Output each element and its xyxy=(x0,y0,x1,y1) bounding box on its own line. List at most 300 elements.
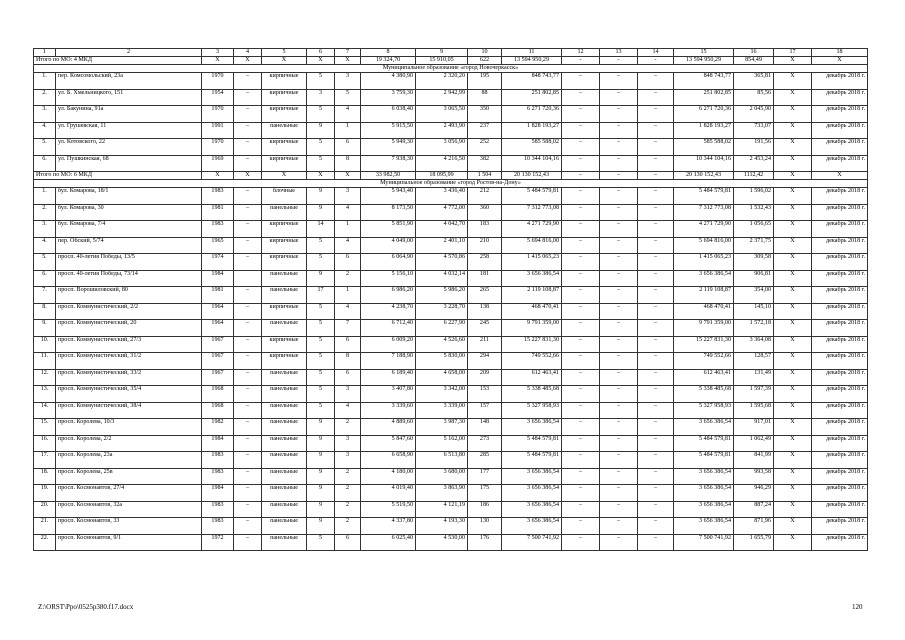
table-cell: – xyxy=(600,237,638,254)
table-cell: 285 xyxy=(468,452,502,469)
table-cell: просп. 40-летия Победы, 13/5 xyxy=(56,254,202,271)
table-cell: 5 484 579,81 xyxy=(502,452,562,469)
table-cell: 1. xyxy=(34,73,56,90)
table-cell: 7 312 773,08 xyxy=(674,204,734,221)
table-cell: – xyxy=(562,402,600,419)
table-cell: просп. Космонавтов, 33 xyxy=(56,518,202,535)
table-cell: 15 227 831,30 xyxy=(674,336,734,353)
table-cell: 1967 xyxy=(202,336,234,353)
table-cell: просп. Коммунистический, 20 xyxy=(56,320,202,337)
table-cell: – xyxy=(638,386,674,403)
table-cell: – xyxy=(638,73,674,90)
table-cell: 1 596,02 xyxy=(734,188,774,205)
table-cell: 8 173,50 xyxy=(361,204,416,221)
table-cell: кирпичные xyxy=(262,303,307,320)
summary-cell: Х xyxy=(774,57,812,65)
table-cell: 273 xyxy=(468,435,502,452)
table-cell: – xyxy=(562,386,600,403)
table-cell: – xyxy=(638,254,674,271)
table-cell: кирпичные xyxy=(262,139,307,156)
table-cell: 5 xyxy=(307,353,335,370)
table-cell: – xyxy=(600,402,638,419)
table-row xyxy=(34,534,868,551)
table-row xyxy=(34,386,868,403)
table-cell: 3 656 386,54 xyxy=(502,270,562,287)
table-cell: кирпичные xyxy=(262,353,307,370)
table-cell: Х xyxy=(774,287,812,304)
table-row xyxy=(34,468,868,485)
table-cell: 16. xyxy=(34,435,56,452)
table-cell: 1983 xyxy=(202,452,234,469)
table-cell: 8. xyxy=(34,303,56,320)
table-cell: Х xyxy=(774,369,812,386)
table-cell: – xyxy=(638,287,674,304)
table-cell: – xyxy=(562,485,600,502)
table-cell: – xyxy=(600,419,638,436)
table-row xyxy=(34,287,868,304)
table-cell: 871,96 xyxy=(734,518,774,535)
table-cell: 1982 xyxy=(202,419,234,436)
table-cell: ул. Грушевская, 11 xyxy=(56,122,202,139)
table-cell: – xyxy=(234,485,262,502)
table-cell: 612 463,41 xyxy=(502,369,562,386)
table-cell: 6 xyxy=(335,254,361,271)
table-cell: 5 694 816,00 xyxy=(674,237,734,254)
table-cell: 5 xyxy=(307,336,335,353)
table-cell: 9 xyxy=(307,452,335,469)
table-cell: – xyxy=(600,254,638,271)
table-cell: 9 791 359,00 xyxy=(502,320,562,337)
table-cell: Х xyxy=(774,386,812,403)
table-cell: 3 407,80 xyxy=(361,386,416,403)
table-cell: 3 656 386,54 xyxy=(674,485,734,502)
table-cell: просп. Коммунистический, 35/4 xyxy=(56,386,202,403)
table-cell: 7 938,30 xyxy=(361,155,416,172)
table-cell: – xyxy=(600,369,638,386)
table-cell: 148 xyxy=(468,419,502,436)
table-cell: Х xyxy=(774,419,812,436)
table-cell: – xyxy=(234,106,262,123)
table-cell: – xyxy=(562,122,600,139)
table-cell: 22. xyxy=(34,534,56,551)
table-cell: декабрь 2018 г. xyxy=(812,73,868,90)
table-cell: панельные xyxy=(262,270,307,287)
register-table xyxy=(33,48,868,551)
table-cell: ул. Котовского, 22 xyxy=(56,139,202,156)
summary-cell: Х xyxy=(202,172,234,180)
table-cell: 848 743,77 xyxy=(674,73,734,90)
summary-row xyxy=(34,172,868,180)
summary-cell: 33 982,50 xyxy=(361,172,416,180)
table-cell xyxy=(234,270,262,287)
table-cell: – xyxy=(562,139,600,156)
table-cell: 4 032,14 xyxy=(416,270,468,287)
table-row xyxy=(34,155,868,172)
table-cell: 5 949,30 xyxy=(361,139,416,156)
table-cell: панельные xyxy=(262,518,307,535)
table-cell: бул. Комарова, 18/1 xyxy=(56,188,202,205)
table-cell: панельные xyxy=(262,369,307,386)
column-number-cell: 10 xyxy=(468,49,502,57)
table-cell: просп. Космонавтов, 27/4 xyxy=(56,485,202,502)
table-cell: Х xyxy=(774,534,812,551)
table-cell: – xyxy=(234,221,262,238)
table-cell: 5 327 958,93 xyxy=(502,402,562,419)
table-cell: Х xyxy=(774,237,812,254)
table-cell: 6 271 720,36 xyxy=(674,106,734,123)
table-cell: 9 791 359,00 xyxy=(674,320,734,337)
table-row xyxy=(34,501,868,518)
table-cell: 7 xyxy=(335,320,361,337)
table-cell: – xyxy=(562,336,600,353)
table-cell: 4 570,86 xyxy=(416,254,468,271)
column-number-cell: 8 xyxy=(361,49,416,57)
table-cell: 4. xyxy=(34,122,56,139)
table-cell: декабрь 2018 г. xyxy=(812,204,868,221)
table-cell: 5 484 579,81 xyxy=(674,188,734,205)
table-cell: 906,81 xyxy=(734,270,774,287)
table-cell: – xyxy=(638,485,674,502)
table-cell: просп. Коммунистический, 33/2 xyxy=(56,369,202,386)
table-cell: 5 851,90 xyxy=(361,221,416,238)
summary-cell: Х xyxy=(812,172,868,180)
table-cell: кирпичные xyxy=(262,106,307,123)
table-cell: – xyxy=(562,320,600,337)
table-cell: 1970 xyxy=(202,106,234,123)
table-row xyxy=(34,485,868,502)
table-cell: Х xyxy=(774,518,812,535)
table-cell: 382 xyxy=(468,155,502,172)
summary-cell: Х xyxy=(812,57,868,65)
table-cell: блочные xyxy=(262,188,307,205)
table-cell: Х xyxy=(774,155,812,172)
table-row xyxy=(34,89,868,106)
table-cell: – xyxy=(638,402,674,419)
table-cell: 2 453,24 xyxy=(734,155,774,172)
table-cell: 9 xyxy=(307,188,335,205)
table-cell: 6 513,80 xyxy=(416,452,468,469)
table-cell: 1983 xyxy=(202,518,234,535)
table-cell: 1972 xyxy=(202,534,234,551)
table-cell: – xyxy=(600,270,638,287)
table-cell: 245 xyxy=(468,320,502,337)
table-cell: – xyxy=(638,270,674,287)
table-cell: 7 500 741,92 xyxy=(674,534,734,551)
table-cell: – xyxy=(234,336,262,353)
summary-cell: Х xyxy=(307,57,335,65)
table-cell: 3 436,40 xyxy=(416,188,468,205)
table-cell: 354,00 xyxy=(734,287,774,304)
column-number-cell: 15 xyxy=(674,49,734,57)
table-cell: 733,07 xyxy=(734,122,774,139)
summary-cell: – xyxy=(638,172,674,180)
table-cell: 210 xyxy=(468,237,502,254)
table-cell: 1 xyxy=(335,287,361,304)
column-number-cell: 14 xyxy=(638,49,674,57)
table-cell: 1970 xyxy=(202,139,234,156)
table-cell: бул. Комарова, 7/4 xyxy=(56,221,202,238)
table-cell: 3 364,08 xyxy=(734,336,774,353)
table-row xyxy=(34,419,868,436)
table-cell: 1974 xyxy=(202,254,234,271)
table-cell: – xyxy=(234,303,262,320)
table-cell: 5 847,60 xyxy=(361,435,416,452)
table-cell: 3 339,00 xyxy=(416,402,468,419)
table-cell: 21. xyxy=(34,518,56,535)
table-cell: – xyxy=(638,188,674,205)
table-cell: 17 xyxy=(307,287,335,304)
table-cell: – xyxy=(234,419,262,436)
table-cell: Х xyxy=(774,254,812,271)
table-cell: декабрь 2018 г. xyxy=(812,419,868,436)
table-cell: 4 271 729,90 xyxy=(502,221,562,238)
table-cell: – xyxy=(638,501,674,518)
table-cell: Х xyxy=(774,188,812,205)
table-cell: Х xyxy=(774,89,812,106)
table-cell: декабрь 2018 г. xyxy=(812,106,868,123)
table-row xyxy=(34,452,868,469)
summary-cell: – xyxy=(600,172,638,180)
table-cell: 9 xyxy=(307,204,335,221)
table-cell: 2 942,99 xyxy=(416,89,468,106)
table-cell: – xyxy=(562,237,600,254)
summary-cell: Х xyxy=(234,172,262,180)
table-cell: 1983 xyxy=(202,468,234,485)
column-number-cell: 1 xyxy=(34,49,56,57)
table-cell: 1983 xyxy=(202,221,234,238)
table-cell: – xyxy=(234,155,262,172)
table-cell: 186 xyxy=(468,501,502,518)
table-cell: 2 119 108,87 xyxy=(674,287,734,304)
table-cell: 4 658,00 xyxy=(416,369,468,386)
table-cell: 130 xyxy=(468,518,502,535)
table-cell: 6. xyxy=(34,270,56,287)
table-cell: декабрь 2018 г. xyxy=(812,320,868,337)
summary-label: Итого по МО: 6 МКД xyxy=(34,172,202,180)
table-cell: – xyxy=(562,204,600,221)
table-cell: 212 xyxy=(468,188,502,205)
table-row xyxy=(34,336,868,353)
table-cell: – xyxy=(600,155,638,172)
summary-cell: 854,49 xyxy=(734,57,774,65)
table-cell: 3 863,90 xyxy=(416,485,468,502)
table-cell: – xyxy=(600,468,638,485)
table-cell: 917,01 xyxy=(734,419,774,436)
table-cell: кирпичные xyxy=(262,89,307,106)
table-cell: 1. xyxy=(34,188,56,205)
table-cell: – xyxy=(562,270,600,287)
table-cell: 4 xyxy=(335,204,361,221)
table-cell: 1983 xyxy=(202,501,234,518)
table-cell: 6 xyxy=(335,369,361,386)
table-cell: 2 401,10 xyxy=(416,237,468,254)
table-cell: 6 025,40 xyxy=(361,534,416,551)
table-cell: 3 228,70 xyxy=(416,303,468,320)
table-cell: – xyxy=(600,73,638,90)
section-title: Муниципальное образование «город Ростов-на-Дону» xyxy=(34,180,868,188)
table-cell: 6 xyxy=(335,139,361,156)
table-cell: 4 271 729,90 xyxy=(674,221,734,238)
table-cell: 3 065,50 xyxy=(416,106,468,123)
table-row xyxy=(34,435,868,452)
table-cell: 8 xyxy=(335,155,361,172)
table-cell: 5 xyxy=(307,303,335,320)
table-cell: – xyxy=(600,303,638,320)
table-cell: 19. xyxy=(34,485,56,502)
table-cell: 5 xyxy=(307,534,335,551)
column-number-cell: 12 xyxy=(562,49,600,57)
table-cell: панельные xyxy=(262,287,307,304)
table-row xyxy=(34,353,868,370)
table-cell: 1968 xyxy=(202,386,234,403)
table-cell: 2 371,75 xyxy=(734,237,774,254)
table-cell: 585 588,02 xyxy=(502,139,562,156)
table-cell: – xyxy=(234,188,262,205)
table-cell: 2 xyxy=(335,518,361,535)
table-cell: 2 493,90 xyxy=(416,122,468,139)
summary-cell: Х xyxy=(307,172,335,180)
table-cell: 1965 xyxy=(202,237,234,254)
table-cell: 6 227,90 xyxy=(416,320,468,337)
column-number-cell: 4 xyxy=(234,49,262,57)
table-cell: просп. Коммунистический, 27/3 xyxy=(56,336,202,353)
table-cell: 1967 xyxy=(202,369,234,386)
table-cell: 5 694 816,00 xyxy=(502,237,562,254)
table-cell: декабрь 2018 г. xyxy=(812,386,868,403)
table-cell: 1984 xyxy=(202,485,234,502)
table-cell: 2 320,20 xyxy=(416,73,468,90)
table-cell: просп. 40-летия Победы, 73/14 xyxy=(56,270,202,287)
table-cell: 7. xyxy=(34,287,56,304)
table-cell: пер. Обский, 5/74 xyxy=(56,237,202,254)
table-cell: 3 656 386,54 xyxy=(502,468,562,485)
table-cell: – xyxy=(234,122,262,139)
table-cell: 3 759,30 xyxy=(361,89,416,106)
table-cell: 9 xyxy=(307,419,335,436)
table-cell: 4 380,90 xyxy=(361,73,416,90)
table-cell: – xyxy=(234,534,262,551)
table-cell: 145,10 xyxy=(734,303,774,320)
table-cell: 128,57 xyxy=(734,353,774,370)
table-cell: 175 xyxy=(468,485,502,502)
table-cell: просп. Королева, 25в xyxy=(56,468,202,485)
table-cell: 468 470,41 xyxy=(674,303,734,320)
summary-cell: 13 594 950,29 xyxy=(502,57,562,65)
table-cell: 14 xyxy=(307,221,335,238)
table-cell: просп. Коммунистический, 38/4 xyxy=(56,402,202,419)
table-cell: 5 xyxy=(307,73,335,90)
table-cell: – xyxy=(562,287,600,304)
table-cell: декабрь 2018 г. xyxy=(812,303,868,320)
table-cell: – xyxy=(600,106,638,123)
table-row xyxy=(34,303,868,320)
table-cell: декабрь 2018 г. xyxy=(812,188,868,205)
column-number-cell: 11 xyxy=(502,49,562,57)
table-cell: – xyxy=(234,501,262,518)
table-cell: – xyxy=(600,336,638,353)
table-cell: 1 828 193,27 xyxy=(674,122,734,139)
table-cell: 7 188,90 xyxy=(361,353,416,370)
table-cell: 946,29 xyxy=(734,485,774,502)
table-cell: 3. xyxy=(34,221,56,238)
table-cell: 6 009,20 xyxy=(361,336,416,353)
table-cell: кирпичные xyxy=(262,237,307,254)
table-cell: – xyxy=(562,468,600,485)
table-cell: 9 xyxy=(307,485,335,502)
table-cell: 3 656 386,54 xyxy=(502,501,562,518)
table-cell: 237 xyxy=(468,122,502,139)
table-cell: 4 xyxy=(335,402,361,419)
table-cell: 251 802,85 xyxy=(674,89,734,106)
table-cell: – xyxy=(638,122,674,139)
table-cell: 3 656 386,54 xyxy=(674,419,734,436)
table-cell: 4 xyxy=(335,237,361,254)
table-cell: Х xyxy=(774,303,812,320)
table-cell: – xyxy=(638,106,674,123)
table-cell: Х xyxy=(774,485,812,502)
table-cell: – xyxy=(600,435,638,452)
table-cell: 13. xyxy=(34,386,56,403)
table-cell: 11. xyxy=(34,353,56,370)
table-cell: 993,58 xyxy=(734,468,774,485)
table-cell: 5 484 579,81 xyxy=(674,452,734,469)
table-cell: – xyxy=(562,534,600,551)
table-cell: 2 xyxy=(335,468,361,485)
table-row xyxy=(34,139,868,156)
table-cell: – xyxy=(562,73,600,90)
table-cell: ул. Бакунина, 91а xyxy=(56,106,202,123)
table-cell: Х xyxy=(774,122,812,139)
table-cell: 1991 xyxy=(202,122,234,139)
table-cell: 10. xyxy=(34,336,56,353)
table-cell: – xyxy=(234,320,262,337)
table-cell: 3 656 386,54 xyxy=(502,518,562,535)
table-cell: панельные xyxy=(262,402,307,419)
table-cell: 6. xyxy=(34,155,56,172)
table-cell: 3 xyxy=(335,386,361,403)
table-cell: 209 xyxy=(468,369,502,386)
table-cell: 5 xyxy=(307,369,335,386)
table-cell: 1 595,68 xyxy=(734,402,774,419)
table-cell: 1 415 065,23 xyxy=(502,254,562,271)
table-cell: 1 062,49 xyxy=(734,435,774,452)
table-cell: 2 xyxy=(335,419,361,436)
table-cell: 365,81 xyxy=(734,73,774,90)
table-cell: 1 xyxy=(335,122,361,139)
table-cell: Х xyxy=(774,353,812,370)
summary-cell: Х xyxy=(234,57,262,65)
table-cell: декабрь 2018 г. xyxy=(812,435,868,452)
table-row xyxy=(34,320,868,337)
table-cell: Х xyxy=(774,452,812,469)
table-cell: 6 064,90 xyxy=(361,254,416,271)
table-cell: 3 xyxy=(335,73,361,90)
table-cell: кирпичные xyxy=(262,336,307,353)
table-cell: 85,56 xyxy=(734,89,774,106)
table-cell: – xyxy=(638,353,674,370)
table-cell: 5 xyxy=(335,89,361,106)
table-cell: 177 xyxy=(468,468,502,485)
table-cell: – xyxy=(234,386,262,403)
table-cell: просп. Космонавтов, 32а xyxy=(56,501,202,518)
table-cell: декабрь 2018 г. xyxy=(812,468,868,485)
table-cell: – xyxy=(234,254,262,271)
table-row xyxy=(34,122,868,139)
table-cell: 1 056,65 xyxy=(734,221,774,238)
table-cell: 360 xyxy=(468,204,502,221)
summary-cell: – xyxy=(562,172,600,180)
table-cell: 1954 xyxy=(202,89,234,106)
